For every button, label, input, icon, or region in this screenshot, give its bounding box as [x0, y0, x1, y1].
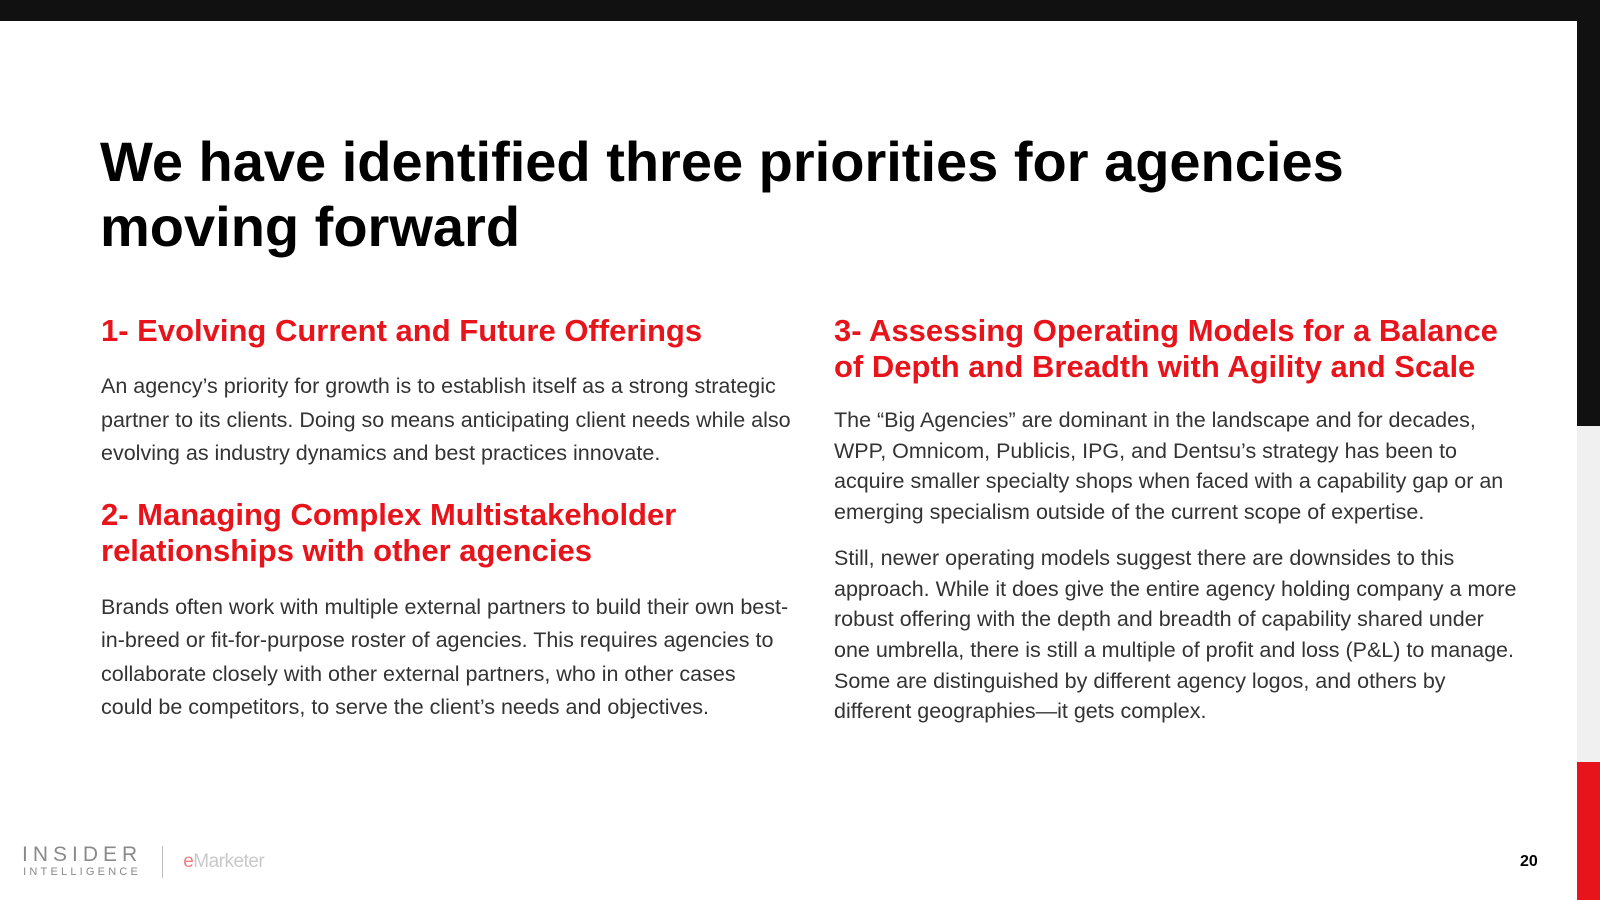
priority-3-heading: 3- Assessing Operating Models for a Balance of Depth and Breadth with Agility and Scale — [834, 313, 1498, 384]
emarketer-logo — [183, 851, 264, 873]
priority-3-text-1: The “Big Agencies” are dominant in the landscape and for decades, WPP, Omnicom, Publicis, IPG, and Dentsu’s strategy has been to acquire smaller specialty shops when faced with a capability gap or an emerging specialism outside of the current scope of expertise. — [834, 408, 1504, 525]
right-accent-bar-dark — [1577, 0, 1600, 426]
priority-2-heading: 2- Managing Complex Multistakeholder relationships with other agencies — [101, 496, 677, 568]
top-bar — [0, 0, 1600, 21]
priority-1-heading: 1- Evolving Current and Future Offerings — [101, 313, 703, 348]
logo-line-1: INSIDER — [22, 843, 143, 866]
insider-intelligence-logo — [22, 845, 142, 879]
priority-3-text-2: Still, newer operating models suggest there are downsides to this approach. While it does give the entire agency holding company a more robust offering with the depth and breadth of capability shared under one umbrella, there is still a multiple of profit and loss (P&L) to manage. Some are distinguished by different agency logos, and others by different geographies—it gets complex. — [834, 545, 1517, 724]
footer-logos — [22, 845, 264, 879]
right-column — [834, 313, 1524, 727]
slide-title: We have identified three priorities for agencies moving forward — [100, 130, 1344, 258]
logo-divider — [162, 846, 163, 878]
emarketer-logo-prefix: e — [183, 851, 194, 872]
logo-line-2: INTELLIGENCE — [23, 866, 142, 878]
right-accent-bar-red — [1577, 762, 1600, 900]
priority-2-text: Brands often work with multiple external partners to build their own best-in-breed or fit-for-purpose roster of agencies. This requires agencies to collaborate closely with other external partners, who in other cases could be competitors, to serve the client’s needs and objectives. — [101, 594, 789, 719]
page-number: 20 — [1520, 853, 1538, 870]
right-accent-bar-grey — [1577, 426, 1600, 762]
emarketer-logo-rest: Marketer — [193, 851, 265, 872]
left-column — [101, 313, 791, 725]
priority-1-text: An agency’s priority for growth is to establish itself as a strong strategic partner to its clients. Doing so means anticipating client needs while also evolving as industry dynamics and best practices innovate. — [101, 374, 791, 465]
